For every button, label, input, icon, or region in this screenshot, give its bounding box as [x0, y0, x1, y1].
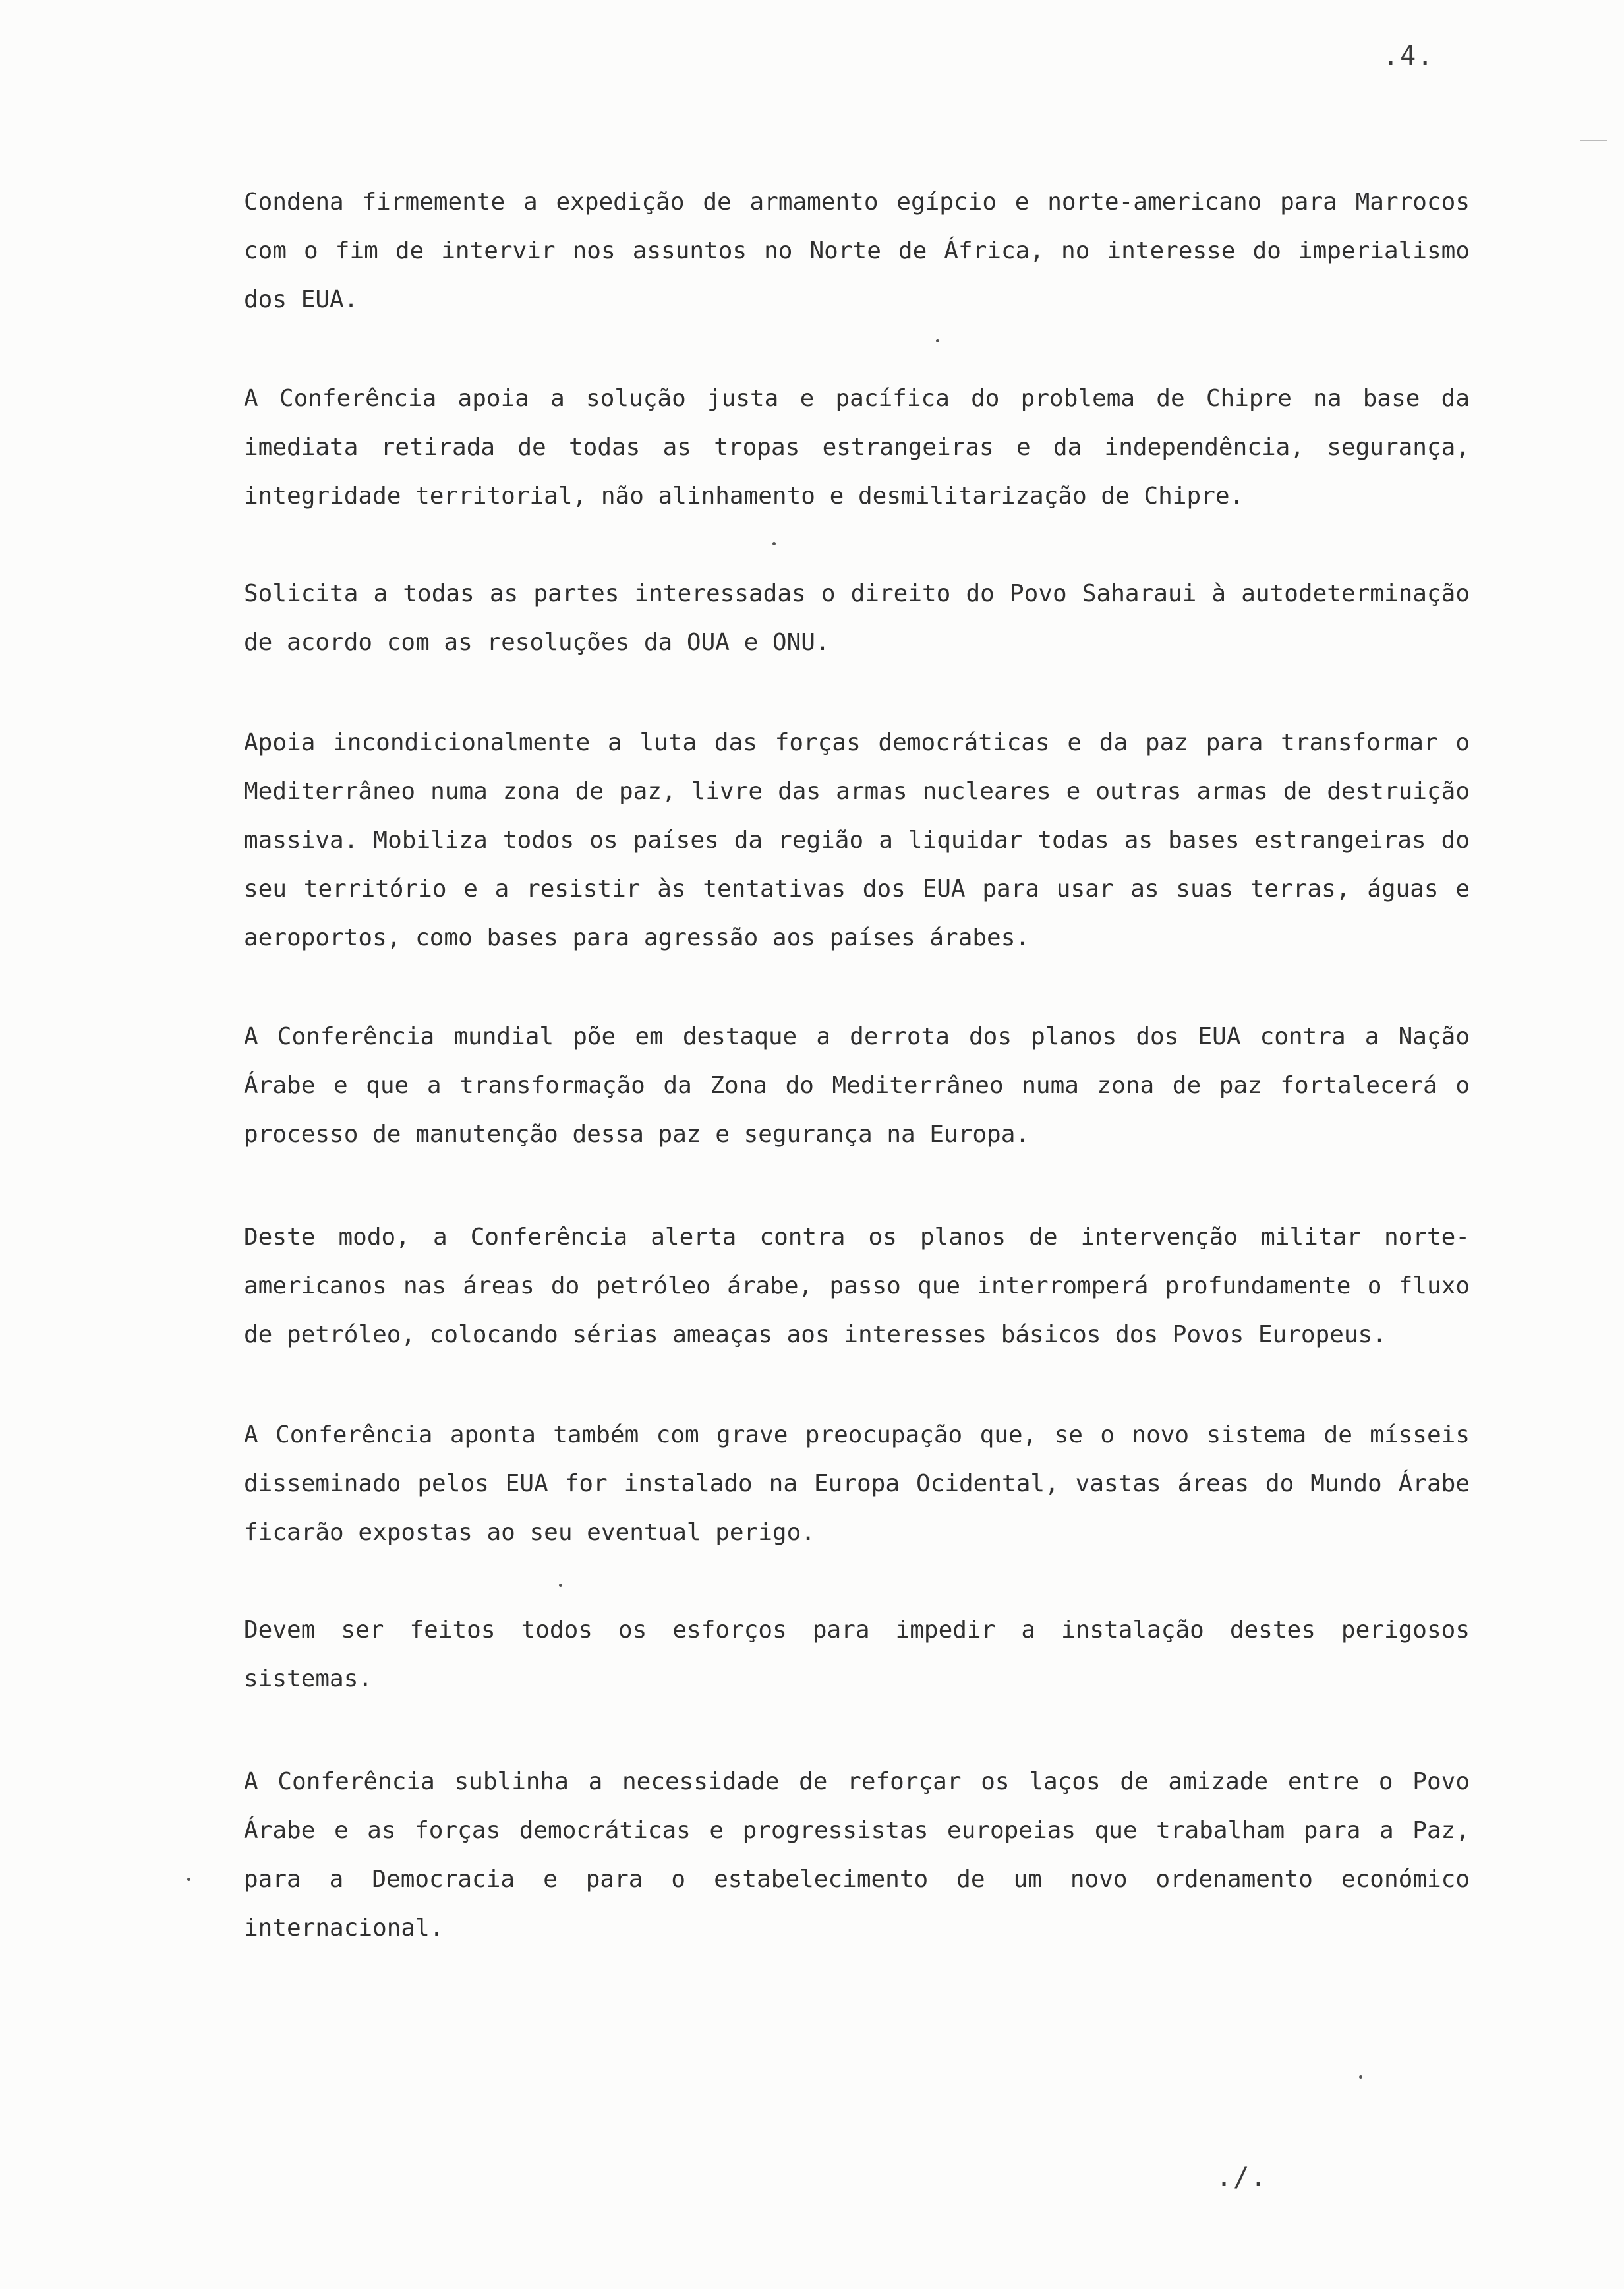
paragraph: Apoia incondicionalmente a luta das forças democráticas e da paz para transformar o Mediterrâneo numa zona de paz, livre das armas nucleares e outras armas de destruição massiva. Mobiliza todos os países da região a liquidar todas as bases estrangeiras do seu território e a resistir às tentativas dos EUA para usar as suas terras, águas e aeroportos, como bases para agressão aos países árabes.: [244, 729, 1470, 951]
paragraph: Solicita a todas as partes interessadas o direito do Povo Saharaui à autodeterminação de acordo com as resoluções da OUA e ONU.: [244, 580, 1470, 656]
document-body: [244, 178, 1470, 1953]
paragraph: A Conferência apoia a solução justa e pacífica do problema de Chipre na base da imediata retirada de todas as tropas estrangeiras e da independência, segurança, integridade territorial, não alinhamento e desmilitarização de Chipre.: [244, 385, 1470, 510]
paragraph: A Conferência aponta também com grave preocupação que, se o novo sistema de mísseis disseminado pelos EUA for instalado na Europa Ocidental, vastas áreas do Mundo Árabe ficarão expostas ao seu eventual perigo.: [244, 1421, 1470, 1546]
scan-speck: [936, 339, 939, 342]
page-number: .4.: [1383, 41, 1435, 71]
paragraph: Condena firmemente a expedição de armamento egípcio e norte-americano para Marrocos com o fim de intervir nos assuntos no Norte de África, no interesse do imperialismo dos EUA.: [244, 189, 1470, 313]
scan-speck: [187, 1878, 190, 1881]
continuation-mark: ./.: [1216, 2162, 1268, 2193]
paragraph: Devem ser feitos todos os esforços para impedir a instalação destes perigosos sistemas.: [244, 1617, 1470, 1692]
paragraph: A Conferência mundial põe em destaque a derrota dos planos dos EUA contra a Nação Árabe e que a transformação da Zona do Mediterrâneo numa zona de paz fortalecerá o processo de manutenção dessa paz e segurança na Europa.: [244, 1023, 1470, 1148]
edge-mark: [1580, 140, 1607, 141]
scan-speck: [772, 542, 776, 545]
paragraph: Deste modo, a Conferência alerta contra os planos de intervenção militar norte-americanos nas áreas do petróleo árabe, passo que interromperá profundamente o fluxo de petróleo, colocando sérias ameaças aos interesses básicos dos Povos Europeus.: [244, 1224, 1470, 1348]
scan-speck: [1359, 2075, 1362, 2079]
paragraph: A Conferência sublinha a necessidade de reforçar os laços de amizade entre o Povo Árabe e as forças democráticas e progressistas europeias que trabalham para a Paz, para a Democracia e para o estabelecimento de um novo ordenamento económico internacional.: [244, 1768, 1470, 1942]
scan-speck: [559, 1584, 562, 1587]
